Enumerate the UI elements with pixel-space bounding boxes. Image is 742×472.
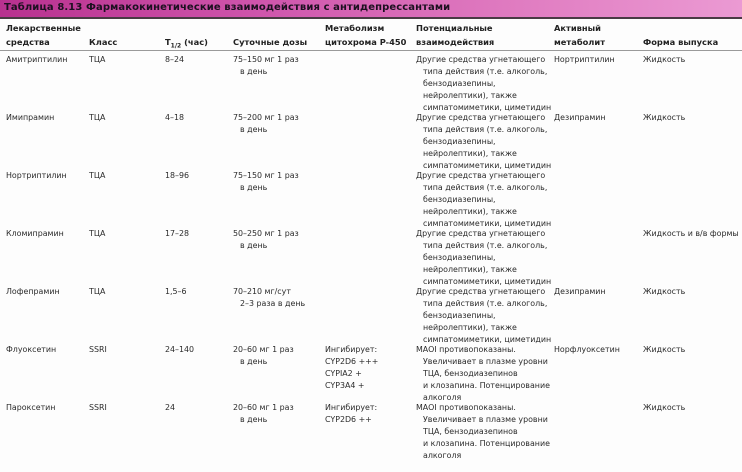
cell-form: Жидкость bbox=[643, 403, 686, 412]
cell-metabolism-line: CYP2D6 ++ bbox=[325, 415, 372, 424]
header-metabolism-line1: Метаболизм bbox=[325, 23, 385, 33]
cell-dose-line: 20–60 мг 1 раз bbox=[233, 403, 294, 412]
cell-drug: Пароксетин bbox=[6, 403, 56, 412]
header-interactions-line2: взаимодействия bbox=[416, 37, 495, 47]
header-half-life-unit: (час) bbox=[181, 37, 208, 47]
cell-dose-line: 50–250 мг 1 раз bbox=[233, 229, 299, 238]
header-active-line2: метаболит bbox=[554, 37, 606, 47]
cell-interactions-line: симпатомиметики, циметидин bbox=[423, 161, 552, 170]
cell-dose-line: в день bbox=[240, 183, 268, 192]
header-half-life-sub: 1/2 bbox=[170, 42, 182, 50]
cell-class: SSRI bbox=[89, 345, 107, 354]
cell-dose bbox=[233, 344, 294, 368]
cell-metabolism-line: CYPIA2 + bbox=[325, 369, 362, 378]
cell-active-metabolite: Нортриптилин bbox=[554, 55, 615, 64]
cell-interactions-line: нейролептики), также bbox=[423, 323, 517, 332]
table-header-row bbox=[0, 19, 742, 51]
table-title-banner bbox=[0, 0, 742, 19]
header-form: Форма выпуска bbox=[643, 37, 719, 47]
cell-interactions-line: и клозапина. Потенцирование bbox=[423, 439, 550, 448]
cell-interactions bbox=[416, 402, 550, 462]
cell-dose-line: 70–210 мг/сут bbox=[233, 287, 291, 296]
cell-interactions-line: типа действия (т.е. алкоголь, bbox=[423, 67, 548, 76]
cell-class: ТЦА bbox=[89, 171, 106, 180]
header-drug-line2: средства bbox=[6, 37, 50, 47]
cell-interactions-line: бензодиазепины, bbox=[423, 253, 496, 262]
cell-interactions-line: типа действия (т.е. алкоголь, bbox=[423, 241, 548, 250]
header-active-line1: Активный bbox=[554, 23, 601, 33]
cell-metabolism bbox=[325, 344, 378, 392]
header-drug-line1: Лекарственные bbox=[6, 23, 81, 33]
cell-dose bbox=[233, 170, 299, 194]
cell-interactions-line: типа действия (т.е. алкоголь, bbox=[423, 183, 548, 192]
cell-form: Жидкость bbox=[643, 345, 686, 354]
cell-form: Жидкость и в/в формы bbox=[643, 229, 739, 238]
cell-interactions bbox=[416, 286, 551, 346]
cell-interactions-line: Другие средства угнетающего bbox=[416, 171, 546, 180]
cell-dose-line: 2–3 раза в день bbox=[240, 299, 306, 308]
cell-interactions-line: Увеличивает в плазме уровни bbox=[423, 357, 548, 366]
cell-drug: Флуоксетин bbox=[6, 345, 57, 354]
cell-interactions bbox=[416, 344, 550, 404]
header-drug bbox=[6, 21, 81, 49]
cell-drug: Лофепрамин bbox=[6, 287, 60, 296]
header-active-metabolite bbox=[554, 21, 605, 49]
cell-dose bbox=[233, 402, 294, 426]
cell-interactions-line: бензодиазепины, bbox=[423, 137, 496, 146]
cell-dose-line: в день bbox=[240, 415, 268, 424]
cell-interactions-line: симпатомиметики, циметидин bbox=[423, 335, 552, 344]
header-half-life-base: T bbox=[165, 37, 171, 47]
cell-metabolism-line: CYP2D6 +++ bbox=[325, 357, 379, 366]
cell-metabolism-line: CYP3A4 + bbox=[325, 381, 365, 390]
cell-interactions bbox=[416, 112, 551, 172]
cell-form: Жидкость bbox=[643, 113, 686, 122]
cell-interactions-line: MAOI противопоказаны. bbox=[416, 345, 516, 354]
cell-active-metabolite: Норфлуоксетин bbox=[554, 345, 620, 354]
header-interactions bbox=[416, 21, 494, 49]
cell-drug: Кломипрамин bbox=[6, 229, 64, 238]
cell-half-life: 17–28 bbox=[165, 229, 190, 238]
header-interactions-line1: Потенциальные bbox=[416, 23, 493, 33]
cell-interactions-line: Увеличивает в плазме уровни bbox=[423, 415, 548, 424]
cell-interactions bbox=[416, 54, 551, 114]
cell-dose-line: 75–150 мг 1 раз bbox=[233, 55, 299, 64]
cell-interactions bbox=[416, 228, 551, 288]
cell-metabolism bbox=[325, 402, 377, 426]
cell-interactions-line: симпатомиметики, циметидин bbox=[423, 219, 552, 228]
cell-drug: Имипрамин bbox=[6, 113, 55, 122]
cell-class: ТЦА bbox=[89, 287, 106, 296]
cell-interactions-line: типа действия (т.е. алкоголь, bbox=[423, 125, 548, 134]
cell-class: ТЦА bbox=[89, 229, 106, 238]
cell-interactions bbox=[416, 170, 551, 230]
cell-interactions-line: нейролептики), также bbox=[423, 207, 517, 216]
cell-half-life: 18–96 bbox=[165, 171, 190, 180]
header-class: Класс bbox=[89, 37, 118, 47]
cell-active-metabolite: Дезипрамин bbox=[554, 113, 606, 122]
cell-half-life: 8–24 bbox=[165, 55, 185, 64]
cell-dose-line: 75–150 мг 1 раз bbox=[233, 171, 299, 180]
cell-drug: Амитриптилин bbox=[6, 55, 68, 64]
cell-interactions-line: Другие средства угнетающего bbox=[416, 229, 546, 238]
cell-drug: Нортриптилин bbox=[6, 171, 67, 180]
cell-form: Жидкость bbox=[643, 55, 686, 64]
cell-class: SSRI bbox=[89, 403, 107, 412]
cell-dose bbox=[233, 54, 299, 78]
cell-class: ТЦА bbox=[89, 113, 106, 122]
cell-dose-line: 75–200 мг 1 раз bbox=[233, 113, 299, 122]
header-dose: Суточные дозы bbox=[233, 37, 308, 47]
cell-dose bbox=[233, 286, 305, 310]
cell-interactions-line: нейролептики), также bbox=[423, 265, 517, 274]
cell-class: ТЦА bbox=[89, 55, 106, 64]
cell-dose-line: в день bbox=[240, 241, 268, 250]
header-metabolism bbox=[325, 21, 406, 49]
cell-interactions-line: нейролептики), также bbox=[423, 91, 517, 100]
cell-form: Жидкость bbox=[643, 287, 686, 296]
cell-half-life: 4–18 bbox=[165, 113, 185, 122]
cell-interactions-line: и клозапина. Потенцирование bbox=[423, 381, 550, 390]
cell-interactions-line: MAOI противопоказаны. bbox=[416, 403, 516, 412]
cell-interactions-line: алкоголя bbox=[423, 393, 462, 402]
cell-interactions-line: Другие средства угнетающего bbox=[416, 287, 546, 296]
cell-interactions-line: Другие средства угнетающего bbox=[416, 55, 546, 64]
cell-dose bbox=[233, 112, 299, 136]
cell-half-life: 1,5–6 bbox=[165, 287, 187, 296]
table-title: Таблица 8.13 Фармакокинетические взаимодействия с антидепрессантами bbox=[4, 2, 451, 13]
cell-interactions-line: бензодиазепины, bbox=[423, 195, 496, 204]
cell-interactions-line: нейролептики), также bbox=[423, 149, 517, 158]
header-metabolism-line2: цитохрома P-450 bbox=[325, 37, 407, 47]
cell-half-life: 24–140 bbox=[165, 345, 195, 354]
cell-dose-line: 20–60 мг 1 раз bbox=[233, 345, 294, 354]
cell-interactions-line: симпатомиметики, циметидин bbox=[423, 277, 552, 286]
header-half-life bbox=[165, 35, 208, 54]
cell-interactions-line: симпатомиметики, циметидин bbox=[423, 103, 552, 112]
cell-dose-line: в день bbox=[240, 125, 268, 134]
cell-interactions-line: бензодиазепины, bbox=[423, 311, 496, 320]
cell-dose-line: в день bbox=[240, 67, 268, 76]
cell-interactions-line: бензодиазепины, bbox=[423, 79, 496, 88]
cell-interactions-line: ТЦА, бензодиазепинов bbox=[423, 369, 518, 378]
cell-interactions-line: ТЦА, бензодиазепинов bbox=[423, 427, 518, 436]
cell-interactions-line: типа действия (т.е. алкоголь, bbox=[423, 299, 548, 308]
cell-interactions-line: алкоголя bbox=[423, 451, 462, 460]
cell-dose bbox=[233, 228, 299, 252]
cell-metabolism-line: Ингибирует: bbox=[325, 403, 378, 412]
cell-active-metabolite: Дезипрамин bbox=[554, 287, 606, 296]
cell-dose-line: в день bbox=[240, 357, 268, 366]
cell-metabolism-line: Ингибирует: bbox=[325, 345, 378, 354]
cell-half-life: 24 bbox=[165, 403, 176, 412]
cell-interactions-line: Другие средства угнетающего bbox=[416, 113, 546, 122]
